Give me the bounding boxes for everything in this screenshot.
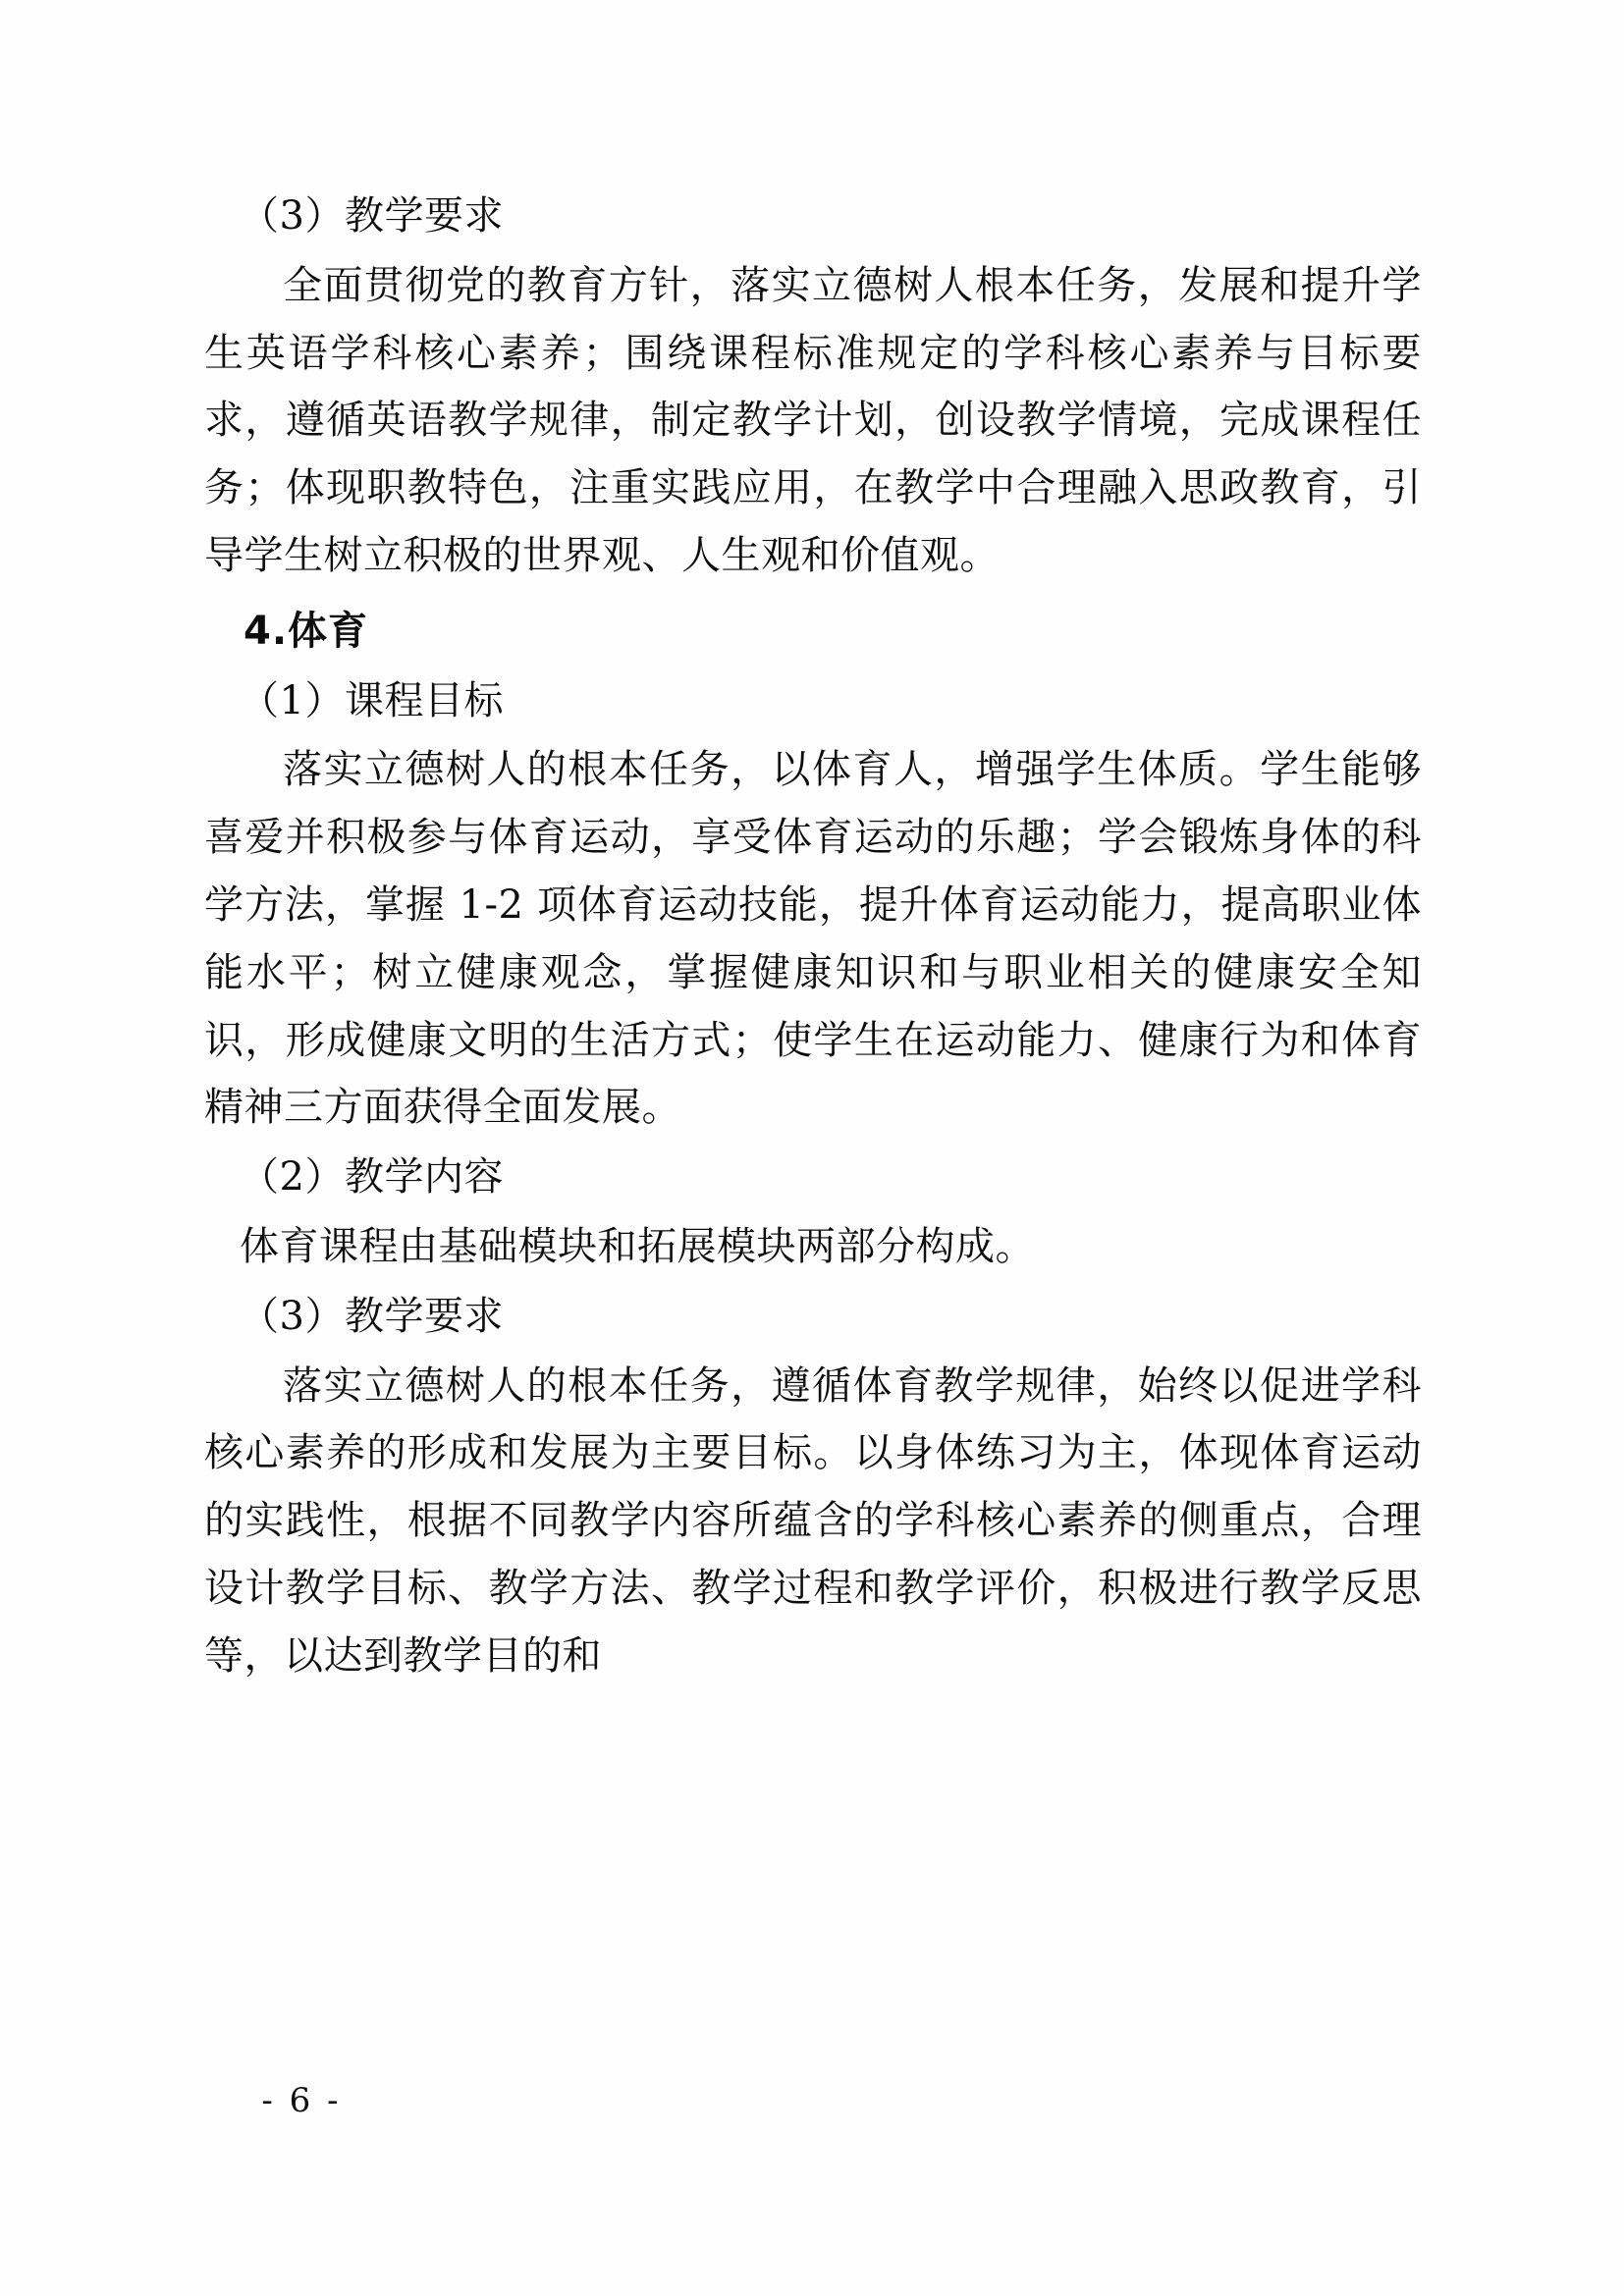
section-subheading-teaching-content: （2）教学内容 <box>240 1154 504 1201</box>
paragraph-pe-teaching-requirements: 落实立德树人的根本任务，遵循体育教学规律，始终以促进学科核心素养的形成和发展为主要目标。以身体练习为主，体现体育运动的实践性，根据不同教学内容所蕴含的学科核心素养的侧重点，合理设计教学目标、教学方法、教学过程和教学评价，积极进行教学反思等，以达到教学目的和 <box>204 1362 1422 1679</box>
paragraph-course-objectives: 落实立德树人的根本任务，以体育人，增强学生体质。学生能够喜爱并积极参与体育运动，享受体育运动的乐趣；学会锻炼身体的科学方法，掌握 1-2 项体育运动技能，提升体育运动能力，提高职业体能水平；树立健康观念，掌握健康知识和与职业相关的健康安全知识，形成健康文明的生活方式；使学生在运动能力、健康行为和体育精神三方面获得全面发展。 <box>204 747 1422 1131</box>
document-body <box>204 183 1422 1692</box>
section-heading-physical-education: 4.体育 <box>244 608 369 654</box>
page-footer <box>0 2081 1624 2120</box>
page-number: - 6 - <box>261 2081 342 2120</box>
section-subheading-teaching-requirements-english: （3）教学要求 <box>240 193 504 239</box>
paragraph-english-teaching-requirements: 全面贯彻党的教育方针，落实立德树人根本任务，发展和提升学生英语学科核心素养；围绕课程标准规定的学科核心素养与目标要求，遵循英语教学规律，制定教学计划，创设教学情境，完成课程任务；体现职教特色，注重实践应用，在教学中合理融入思政教育，引导学生树立积极的世界观、人生观和价值观。 <box>204 262 1422 578</box>
paragraph-teaching-content: 体育课程由基础模块和拓展模块两部分构成。 <box>240 1223 1035 1269</box>
section-subheading-course-objectives: （1）课程目标 <box>240 677 504 723</box>
section-subheading-teaching-requirements-pe: （3）教学要求 <box>240 1293 504 1339</box>
